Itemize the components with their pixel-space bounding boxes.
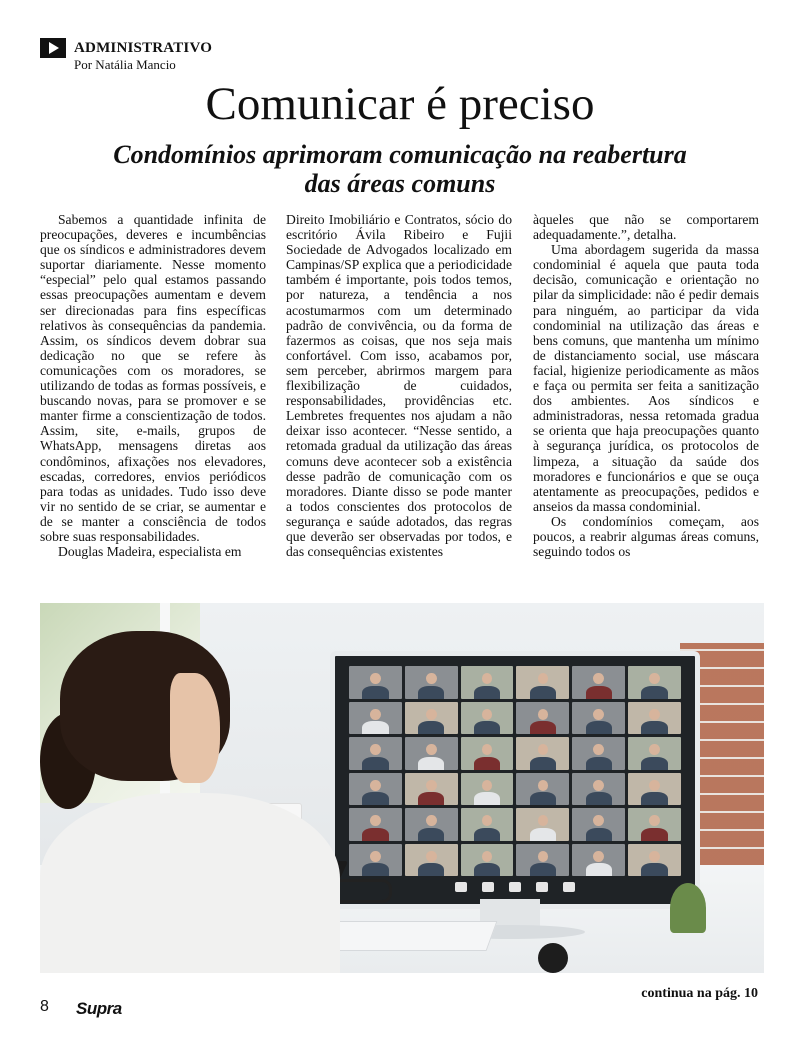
participant-tile [461,737,514,770]
participant-tile [405,773,458,806]
people-icon [509,882,521,892]
participant-tile [572,702,625,735]
participant-tile [349,737,402,770]
participant-tile [628,844,681,877]
call-controls [455,882,575,894]
byline: Por Natália Mancio [74,57,176,72]
paragraph: Uma abordagem sugerida da massa condominial é aquela que pauta toda decisão, comunicação e orientação no pilar da simplicidade: não é pedir demais para ninguém, ao participar da vida condominial na utilização das áreas e bens comuns, que mantenha um mínimo de distanciamento social, use máscara facial, higienize periodicamente as mãos e faça ou permita ser feita a sanitização dos ambientes. Aos síndicos e administradoras, nessa retomada gradua se orienta que haja preocupações quanto à segurança jurídica, os protocolos de limpeza, a situação da saúde dos moradores e funcionários e que se ouça atentamente as preocupações, pedidos e anseios da massa condominial. [533,242,759,514]
participant-tile [349,702,402,735]
article-title: Comunicar é preciso [205,78,595,130]
camera-icon [563,882,575,892]
article-column-2 [286,212,512,602]
participant-tile [349,773,402,806]
participant-tile [405,808,458,841]
participant-tile [349,808,402,841]
paragraph: Os condomínios começam, aos poucos, a reabrir algumas áreas comuns, seguindo todos os [533,513,759,560]
article-column-3 [533,212,759,602]
section-label: ADMINISTRATIVO [74,39,213,56]
participant-tile [628,702,681,735]
participant-tile [628,666,681,699]
participant-tile [516,702,569,735]
monitor [330,651,700,909]
participant-tile [349,666,402,699]
participant-tile [461,773,514,806]
participant-tile [572,773,625,806]
participant-tile [405,844,458,877]
participant-tile [461,666,514,699]
participant-tile [628,773,681,806]
participant-tile [349,844,402,877]
participant-tile [405,737,458,770]
participant-tile [572,844,625,877]
participant-tile [516,773,569,806]
paragraph: Sabemos a quantidade infinita de preocupações, deveres e incumbências que os síndicos e administradores devem suportar diariamente. Nesse momento “especial” pelo qual estamos passando essas preocupações aumentam e devem ser direcionadas para fins específicas relativos às consequências da pandemia. Assim, os síndicos devem dobrar sua dedicação no que se refere às comunicações com os moradores, se utilizando de todas as formas possíveis, e buscando novas, para se promover e se manter firme a conscientização de todos. Assim, site, e-mails, grupos de WhatsApp, mensagens diretas aos condôminos, afixações nos elevadores, escadas, corredores, envios periódicos para todas as unidades. Tudo isso deve vir no sentido de se criar, se aumentar e de se manter a consciência de todos sobre suas responsabilidades. [40,212,266,544]
participant-tile [516,808,569,841]
paragraph: Douglas Madeira, especialista em [58,544,242,560]
article-column-1 [40,212,266,602]
participant-tile [405,702,458,735]
play-icon [40,38,66,58]
participant-tile [572,808,625,841]
publication-logo: Supra [76,999,122,1018]
participant-tile [405,666,458,699]
participant-tile [461,844,514,877]
participant-tile [461,808,514,841]
participant-tile [516,737,569,770]
participant-tile [572,666,625,699]
participant-tile [572,737,625,770]
plant [670,883,706,933]
speaker-icon [482,882,494,892]
paragraph: Direito Imobiliário e Contratos, sócio do escritório Ávila Ribeiro e Fujii Sociedade de Advogados localizado em Campinas/SP explica que a periodicidade também é importante, pois todos temos, por natureza, a tendência a nos acostumarmos com um determinado padrão de convivência, ou da forma de fazermos as coisas, que nos seja mais confortável. Com isso, acabamos por, sem perceber, abrirmos margem para flexibilização de cuidados, responsabilidades, providências etc. Lembretes frequentes nos ajudam a não deixar isso acontecer. “Nesse sentido, a retomada gradual da utilização das áreas comuns deve acontecer sob a existência desse padrão de comunicação com os moradores. Diante disso se pode manter a todos conscientes dos protocolos de segurança e saúde adotados, das regras que deverão ser observadas por todos, e das consequências existentes [286,212,512,560]
woman-body [40,793,340,973]
participant-tile [628,737,681,770]
participant-tile [461,702,514,735]
video-call-grid [349,666,681,876]
screen-share-icon [536,882,548,892]
participant-tile [516,666,569,699]
participant-tile [516,844,569,877]
article-subtitle: Condomínios aprimoram comunicação na reabertura das áreas comuns [113,140,687,198]
article-photo [40,603,764,973]
paragraph: àqueles que não se comportarem adequadamente.”, detalha. [533,212,759,243]
page-number: 8 [40,998,49,1015]
mic-icon [455,882,467,892]
participant-tile [628,808,681,841]
section-tag [40,38,212,58]
continue-note: continua na pág. 10 [641,986,758,1001]
woman-face [170,673,220,783]
smart-speaker [538,943,568,973]
